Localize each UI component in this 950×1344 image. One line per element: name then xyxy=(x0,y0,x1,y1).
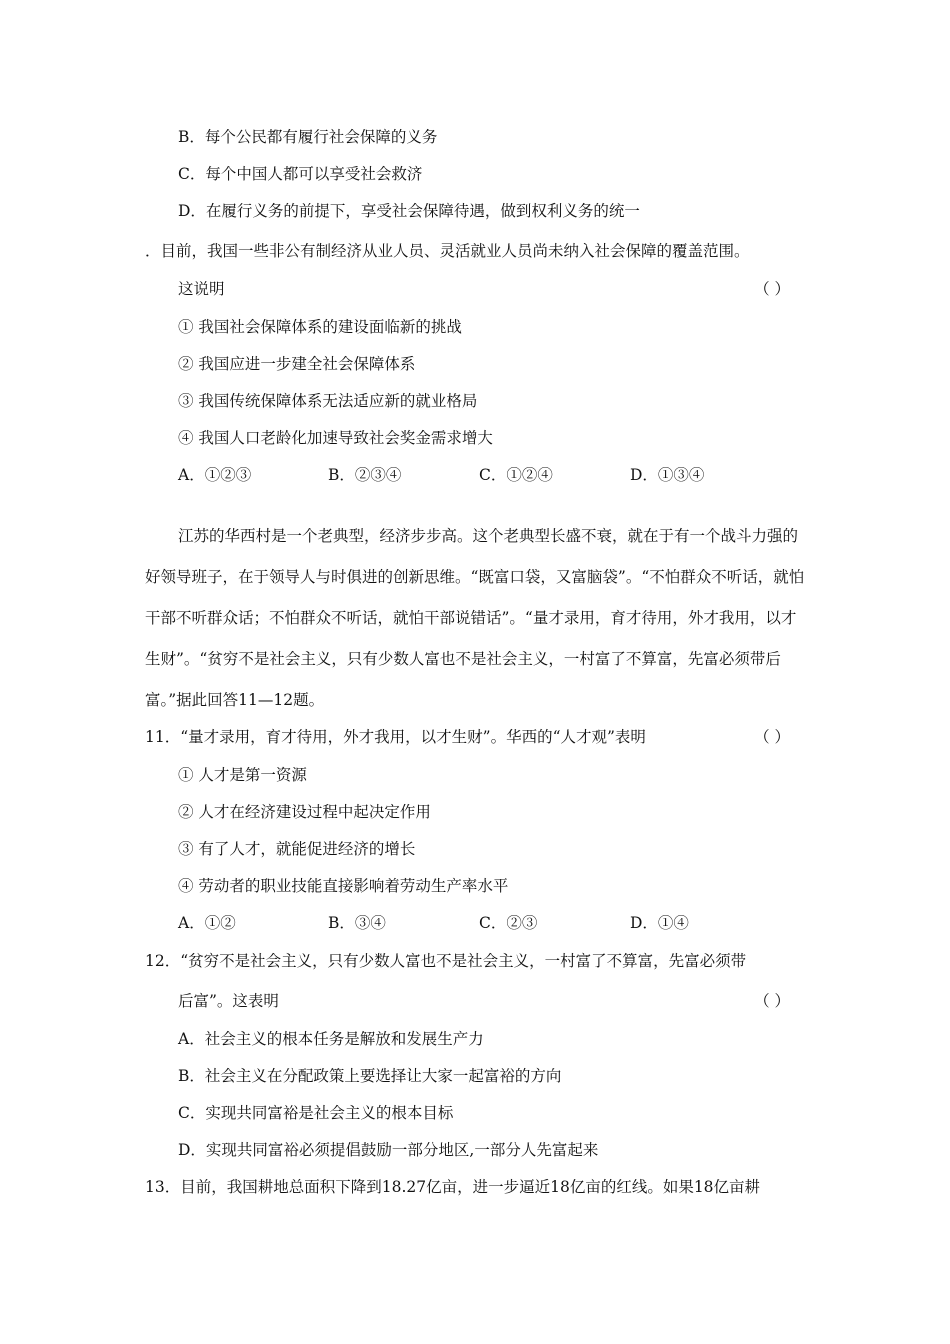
q12-stem: 12．“贫穷不是社会主义，只有少数人富也不是社会主义，一村富了不算富，先富必须带 xyxy=(145,952,747,970)
q10-choice-b: B．②③④ xyxy=(328,466,402,484)
q11-choice-c: C．②③ xyxy=(479,914,538,932)
q13-stem: 13．目前，我国耕地总面积下降到18.27亿亩，进一步逼近18亿亩的红线。如果18亿亩耕 xyxy=(145,1178,761,1196)
q11-item-4: ④ 劳动者的职业技能直接影响着劳动生产率水平 xyxy=(178,877,509,895)
q12-option-c: C．实现共同富裕是社会主义的根本目标 xyxy=(178,1104,454,1122)
q10-item-3: ③ 我国传统保障体系无法适应新的就业格局 xyxy=(178,392,478,410)
q11-choice-a: A．①② xyxy=(178,914,236,932)
q11-choice-d: D．①④ xyxy=(630,914,689,932)
q11-choice-b: B．③④ xyxy=(328,914,386,932)
q9-option-b: B．每个公民都有履行社会保障的义务 xyxy=(178,128,438,146)
q12-stem-cont: 后富”。这表明 xyxy=(178,992,279,1010)
q12-option-a: A．社会主义的根本任务是解放和发展生产力 xyxy=(178,1030,484,1048)
q10-item-1: ① 我国社会保障体系的建设面临新的挑战 xyxy=(178,318,462,336)
q10-stem: ．目前，我国一些非公有制经济从业人员、灵活就业人员尚未纳入社会保障的覆盖范围。 xyxy=(145,242,750,260)
q10-answer-paren: （ ） xyxy=(754,280,790,298)
q12-option-b: B．社会主义在分配政策上要选择让大家一起富裕的方向 xyxy=(178,1067,562,1085)
q10-item-4: ④ 我国人口老龄化加速导致社会奖金需求增大 xyxy=(178,429,493,447)
q9-option-d: D．在履行义务的前提下，享受社会保障待遇，做到权利义务的统一 xyxy=(178,202,640,220)
q11-item-3: ③ 有了人才，就能促进经济的增长 xyxy=(178,840,416,858)
q10-choice-a: A．①②③ xyxy=(178,466,252,484)
q10-stem-cont: 这说明 xyxy=(178,280,225,298)
q10-choice-c: C．①②④ xyxy=(479,466,553,484)
q9-option-c: C．每个中国人都可以享受社会救济 xyxy=(178,165,423,183)
q10-choice-d: D．①③④ xyxy=(630,466,705,484)
q12-answer-paren: （ ） xyxy=(754,992,790,1010)
q11-stem: 11．“量才录用，育才待用，外才我用，以才生财”。华西的“人才观”表明 xyxy=(145,728,646,746)
reading-passage: 江苏的华西村是一个老典型，经济步步高。这个老典型长盛不衰，就在于有一个战斗力强的好领导班子，在于领导人与时俱进的创新思维。“既富口袋，又富脑袋”。“不怕群众不听话，就怕干部不听群众话；不怕群众不听话，就怕干部说错话”。“量才录用，育才待用，外才我用，以才生财”。“贫穷不是社会主义，只有少数人富也不是社会主义，一村富了不算富，先富必须带后富。”据此回答11—12题。 xyxy=(145,527,805,709)
q11-answer-paren: （ ） xyxy=(754,728,790,746)
q12-option-d: D．实现共同富裕必须提倡鼓励一部分地区,一部分人先富起来 xyxy=(178,1141,599,1159)
q11-item-1: ① 人才是第一资源 xyxy=(178,766,307,784)
q11-item-2: ② 人才在经济建设过程中起决定作用 xyxy=(178,803,431,821)
q10-item-2: ② 我国应进一步建全社会保障体系 xyxy=(178,355,416,373)
